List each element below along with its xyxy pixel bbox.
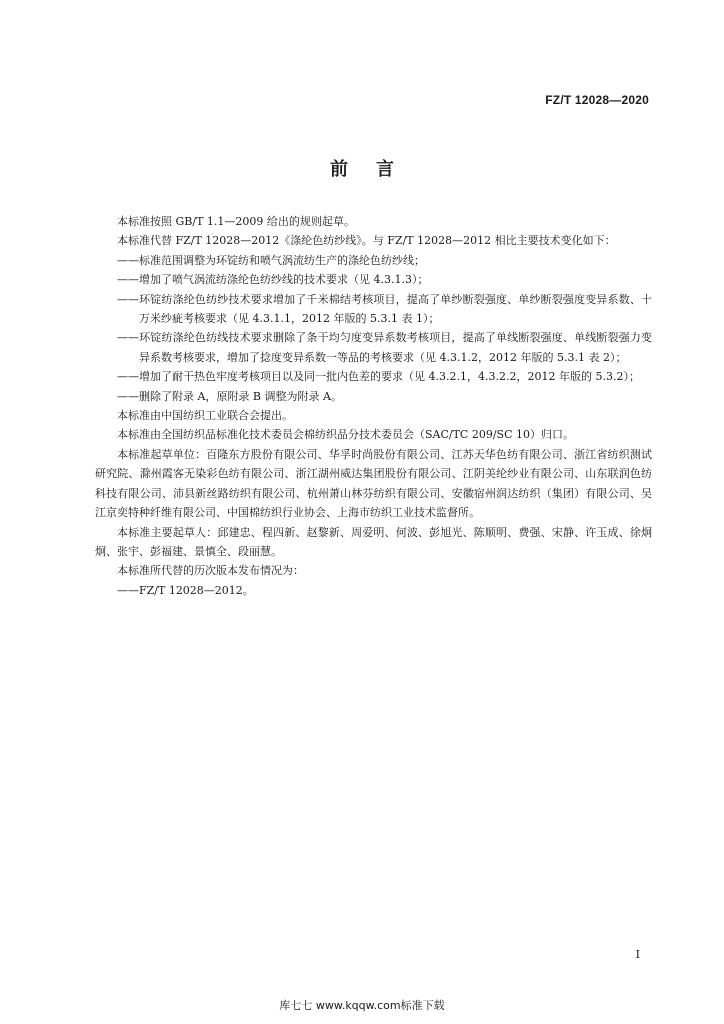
paragraph-drafting-rules: 本标准按照 GB/T 1.1—2009 给出的规则起草。 [117, 215, 355, 228]
change-item: ——删除了附录 A，原附录 B 调整为附录 A。 [117, 389, 342, 403]
change-item: ——环锭纺涤纶色纺纱技术要求增加了千米棉结考核项目，提高了单纱断裂强度、单纱断裂强度变异系数、十万米纱疵考核要求（见 4.3.1.1，2012 年版的 5.3.1 表 1）； [117, 292, 652, 326]
change-item: ——环锭纺涤纶色纺线技术要求删除了条干均匀度变异系数考核项目，提高了单线断裂强度、单线断裂强力变异系数考核要求，增加了捻度变异系数一等品的考核要求（见 4.3.1.2，2012 年版的 5.3.1 表 2）； [117, 331, 652, 364]
paragraph-proposer: 本标准由中国纺织工业联合会提出。 [117, 409, 293, 423]
page-title: 前言 [330, 159, 422, 180]
footer-watermark: 库七七 www.kqqw.com标准下载 [279, 999, 445, 1012]
standard-number: FZ/T 12028—2020 [545, 93, 649, 107]
foreword-content [95, 212, 652, 600]
change-item: ——增加了耐干热色牢度考核项目以及同一批内色差的要求（见 4.3.2.1，4.3.2.2，2012 年版的 5.3.2）； [117, 370, 640, 384]
paragraph-committee: 本标准由全国纺织品标准化技术委员会棉纺织品分技术委员会（SAC/TC 209/SC 10）归口。 [117, 428, 574, 442]
change-item: ——标准范围调整为环锭纺和喷气涡流纺生产的涤纶色纺纱线； [117, 253, 425, 267]
paragraph-history-intro: 本标准所代替的历次版本发布情况为： [117, 564, 304, 578]
paragraph-drafters: 本标准主要起草人：邱建忠、程四新、赵黎新、周爱明、何波、彭旭光、陈顺明、费强、宋静、许玉成、徐炯炯、张宇、彭福建、景慎全、段丽慧。 [95, 525, 652, 558]
history-item: ——FZ/T 12028—2012。 [117, 583, 254, 597]
paragraph-replacement: 本标准代替 FZ/T 12028—2012《涤纶色纺纱线》。与 FZ/T 12028—2012 相比主要技术变化如下： [117, 234, 616, 248]
paragraph-drafting-units: 本标准起草单位：百隆东方股份有限公司、华孚时尚股份有限公司、江苏天华色纺有限公司、浙江省纺织测试研究院、滁州霞客无染彩色纺有限公司、浙江湖州威达集团股份有限公司、江阴美纶纱业有限公司、山东联润色纺科技有限公司、沛县新丝路纺织有限公司、杭州萧山林芬纺织有限公司、安徽宿州润达纺织（集团）有限公司、吴江京奕特种纤维有限公司、中国棉纺织行业协会、上海市纺织工业技术监督所。 [95, 447, 652, 520]
change-item: ——增加了喷气涡流纺涤纶色纺纱线的技术要求（见 4.3.1.3）； [117, 273, 429, 287]
page-number: I [635, 948, 640, 961]
